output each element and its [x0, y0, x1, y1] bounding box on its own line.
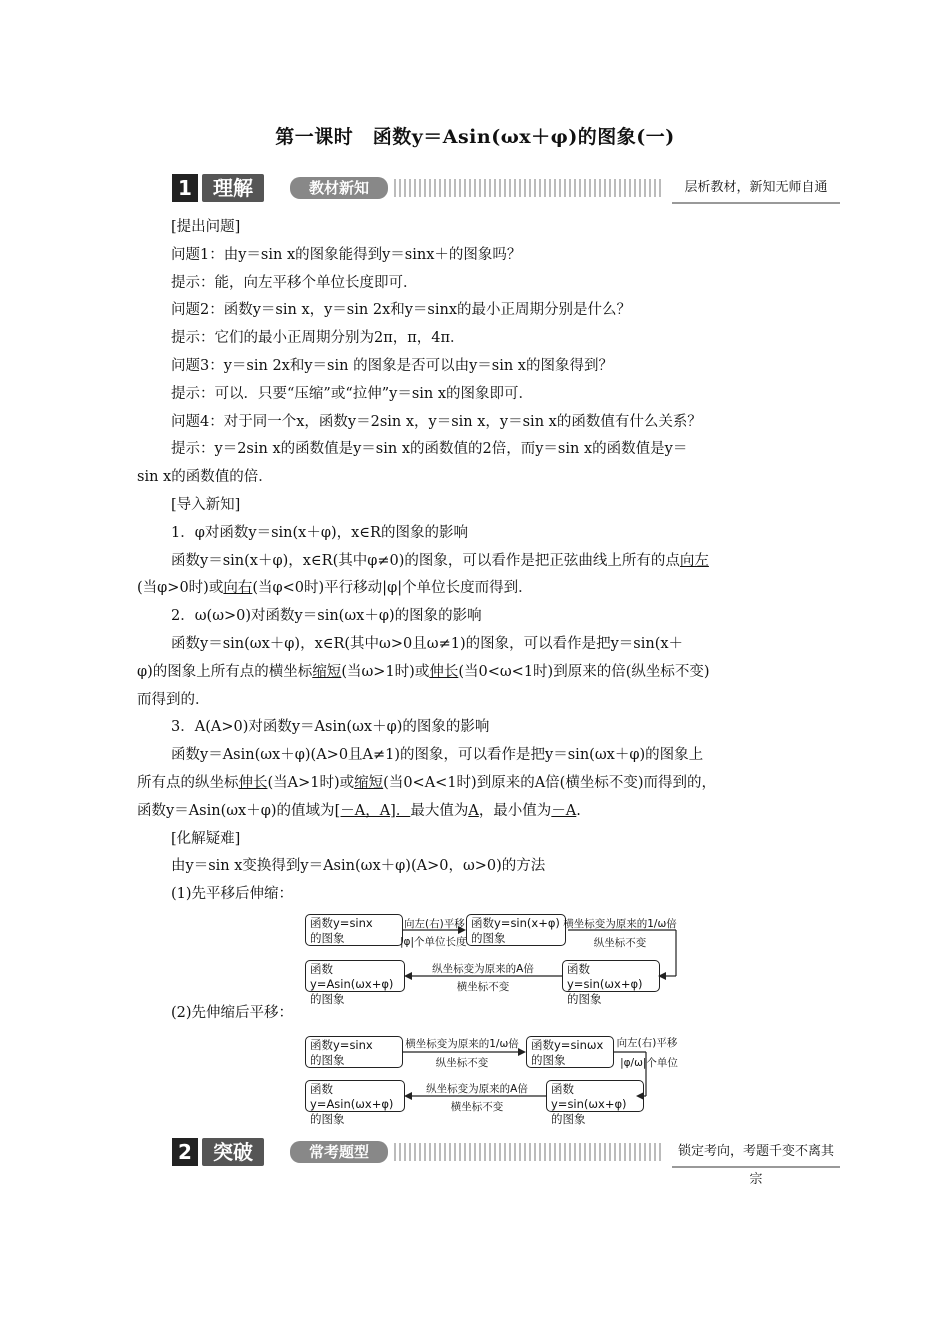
section-banner-2	[172, 1138, 840, 1187]
text-line: 问题2：函数y＝sin x，y＝sin 2x和y＝sinx的最小正周期分别是什么？	[171, 302, 632, 319]
text-line: 所有点的纵坐标伸长(当A>1时)或缩短(当0<A<1时)到原来的A倍(横坐标不变)而得到的，	[137, 774, 716, 791]
text-line: [提出问题]	[171, 219, 241, 235]
body-text	[137, 214, 813, 909]
decorative-stripes	[394, 179, 664, 197]
flow-box: 函数y=sinx 的图象	[305, 1036, 403, 1068]
flow-label: 横坐标不变	[450, 1101, 504, 1113]
page-title: 第一课时 函数y＝Asin(ωx＋φ)的图象(一)	[275, 126, 675, 148]
section-slogan: 层析教材，新知无师自通	[672, 174, 840, 204]
flowchart-scale-then-translate	[300, 1034, 680, 1126]
text-line: 而得到的．	[137, 691, 210, 708]
text-line: sin x的函数值的倍．	[137, 469, 273, 486]
flow-box: 函数y=Asin(ωx+φ) 的图象	[305, 960, 405, 992]
text-line: (当φ>0时)或向右(当φ<0时)平行移动|φ|个单位长度而得到．	[137, 580, 533, 597]
underlined-answer: 伸长	[429, 663, 459, 680]
text-line: 提示：y＝2sin x的函数值是y＝sin x的函数值的2倍，而y＝sin x的函数值是y＝	[171, 441, 688, 458]
underlined-answer: 缩短	[312, 663, 342, 680]
flow-label: |φ|个单位长度	[400, 936, 467, 948]
flow-box: 函数y=sin(ωx+φ) 的图象	[562, 960, 660, 992]
flowchart-translate-then-scale	[300, 914, 680, 1006]
flow-label: 向左(右)平移	[616, 1037, 678, 1049]
flow-label: 横坐标变为原来的1/ω倍	[405, 1038, 519, 1050]
text-line: 函数y＝sin(x＋φ)，x∈R(其中φ≠0)的图象，可以看作是把正弦曲线上所有的点向左	[171, 552, 709, 569]
body-text-2	[137, 1000, 813, 1028]
text-line: φ)的图象上所有点的横坐标缩短(当ω>1时)或伸长(当0<ω<1时)到原来的倍(纵坐标不变)	[137, 663, 710, 680]
flow-label: 横坐标变为原来的1/ω倍	[563, 918, 677, 930]
text-line: [导入新知]	[171, 496, 241, 513]
underlined-answer: 伸长	[238, 774, 268, 791]
text-line: (1)先平移后伸缩：	[171, 886, 294, 903]
underlined-answer: 缩短	[354, 774, 384, 791]
underlined-answer: －A	[551, 802, 577, 819]
section-sub-label: 常考题型	[290, 1141, 388, 1163]
underlined-answer: [－A，A]．	[334, 802, 411, 819]
flow-label: 纵坐标变为原来的A倍	[432, 963, 534, 975]
text-line: (2)先伸缩后平移：	[171, 1005, 294, 1021]
section-number: 1	[172, 174, 198, 202]
text-line: 1．φ对函数y＝sin(x＋φ)，x∈R的图象的影响	[171, 524, 468, 541]
flow-box: 函数y=sin(x+φ) 的图象	[466, 914, 566, 946]
section-main-label: 突破	[202, 1138, 264, 1166]
flow-label: |φ/ω|个单位	[620, 1057, 678, 1069]
text-line: 提示：能，向左平移个单位长度即可．	[171, 274, 418, 291]
flow-box: 函数y=Asin(ωx+φ) 的图象	[305, 1080, 405, 1112]
flow-box: 函数y=sin(ωx+φ) 的图象	[546, 1080, 644, 1112]
text-line: 问题3：y＝sin 2x和y＝sin 的图象是否可以由y＝sin x的图象得到？	[171, 357, 613, 374]
text-line: 提示：可以．只要“压缩”或“拉伸”y＝sin x的图象即可．	[171, 385, 534, 402]
text-line: 函数y＝Asin(ωx＋φ)的值域为[－A，A]．最大值为A，最小值为－A.	[137, 802, 581, 819]
flow-label: 横坐标不变	[456, 981, 510, 993]
section-number: 2	[172, 1138, 198, 1166]
flow-box: 函数y=sinωx 的图象	[526, 1036, 614, 1068]
decorative-stripes	[394, 1143, 664, 1161]
underlined-answer: 向右	[223, 580, 253, 597]
text-line: 提示：它们的最小正周期分别为2π，π，4π．	[171, 330, 465, 347]
section-sub-label: 教材新知	[290, 177, 388, 199]
section-main-label: 理解	[202, 174, 264, 202]
text-line: 由y＝sin x变换得到y＝Asin(ωx＋φ)(A>0，ω>0)的方法	[171, 858, 546, 875]
text-line: 问题1：由y＝sin x的图象能得到y＝sinx＋的图象吗？	[171, 246, 522, 263]
flow-label: 纵坐标变为原来的A倍	[426, 1083, 528, 1095]
section-banner-1	[172, 174, 840, 202]
flow-label: 向左(右)平移	[404, 918, 465, 930]
flow-label: 纵坐标不变	[593, 937, 647, 949]
underlined-answer: A	[468, 802, 479, 819]
text-line: 函数y＝sin(ωx＋φ)，x∈R(其中ω>0且ω≠1)的图象，可以看作是把y＝sin(x＋	[171, 635, 684, 652]
text-line: [化解疑难]	[171, 830, 241, 847]
underlined-answer: 向左	[679, 552, 709, 569]
flow-box: 函数y=sinx 的图象	[305, 914, 403, 946]
text-line: 问题4：对于同一个x，函数y＝2sin x，y＝sin x，y＝sin x的函数值有什么关系？	[171, 413, 702, 430]
text-line: 函数y＝Asin(ωx＋φ)(A>0且A≠1)的图象，可以看作是把y＝sin(ωx＋φ)的图象上	[171, 747, 704, 764]
flow-label: 纵坐标不变	[435, 1057, 489, 1069]
text-line: 2．ω(ω>0)对函数y＝sin(ωx＋φ)的图象的影响	[171, 608, 482, 625]
text-line: 3．A(A>0)对函数y＝Asin(ωx＋φ)的图象的影响	[171, 719, 490, 736]
section-slogan: 锁定考向，考题千变不离其宗	[672, 1138, 840, 1168]
